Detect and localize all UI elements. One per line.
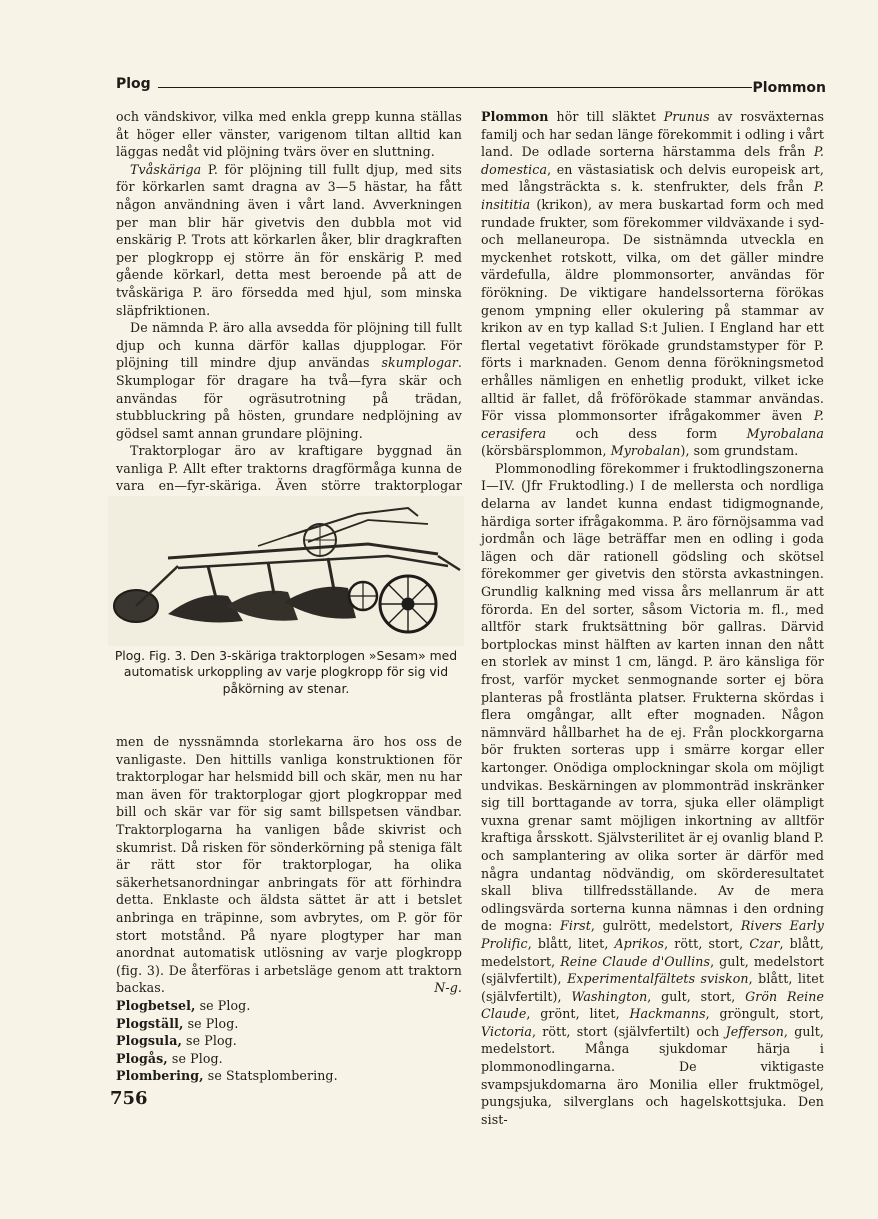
- paragraph: och vändskivor, vilka med enkla grepp kunna ställas åt höger eller vänster, varigenom tiltan alltid kan läggas nedåt vid plöjning tvärs över en sluttning.: [116, 109, 462, 160]
- entry-term: Plommon: [481, 109, 549, 124]
- cross-reference: Plogställ, se Plog.: [116, 1015, 239, 1031]
- running-head-right: Plommon: [752, 80, 826, 96]
- paragraph: men de nyssnämnda storlekarna äro hos oss de vanligaste. Den hittills vanliga konstruktionen för traktorplogar har helsmidd bill och skär, men nu har man även för traktorplogar gjort plogkroppar med bill och skär var för sig samt billspetsen vändbar. Traktorplogarna ha vanligen både skivrist och skumrist. Då risken för sönderkörning på steniga fält är rätt stor för traktorplogar, ha olika säkerhetsanordningar anbringats för att förhindra detta. Enklaste och äldsta sättet är att i betslet anbringa en träpinne, som avbrytes, om P. gör för stort motstånd. På nyare plogtyper har man anordnat automatisk utlösning av varje plogkropp (fig. 3). De återföras i arbetsläge genom att traktorn backas. N-g.: [116, 734, 462, 996]
- paragraph: Plommon hör till släktet Prunus av rosväxternas familj och har sedan länge förekommit i odling i vårt land. De odlade sorterna härstamma dels från P. domestica, en västasiatisk och delvis europeisk art, med långsträckta s. k. stenfrukter, dels från P. insititia (krikon), av mera buskartad form och med rundade frukter, som förekommer vildväxande i syd- och mellaneuropa. De sistnämnda utveckla en myckenhet rotskott, vilka, om det gäller mindre värdefulla, äldre plommonsorter, användas för förökning. De viktigare handelssorterna förökas genom ympning eller okulering på stammar av krikon av en typ kallad S:t Julien. I England har ett flertal vegetativt förökade grundstamstyper för P. förts i marknaden. Genom denna förökningsmetod erhålles nämligen en enhetlig produkt, vilket icke alltid är fallet, då fröförökade stammar användas. För vissa plommonsorter ifrågakommer även P. cerasifera och dess form Myrobalana (körsbärsplommon, Myrobalan), som grundstam.: [481, 109, 825, 459]
- cross-reference: Plogås, se Plog.: [116, 1050, 223, 1066]
- left-column-top: [116, 108, 462, 513]
- emphasis: skumplogar: [381, 355, 458, 371]
- header-rule: [158, 87, 752, 88]
- emphasis: Tvåskäriga: [130, 161, 202, 177]
- left-column-bottom: [116, 733, 462, 1085]
- paragraph: Plommonodling förekommer i fruktodlingszonerna I—IV. (Jfr Fruktodling.) I de mellersta och nordliga delarna av landet kunna endast tidigmognande, härdiga sorter ifrågakomma. P. äro förnöjsamma vad jordmån och läge beträffar men en odling i goda lägen och där rationell gödsling och skötsel förekommer ger givetvis den största avkastningen. Grundlig kalkning med vissa års mellanrum är att förorda. En del sorter, såsom Victoria m. fl., med alltför stark fruktsättning bör gallras. Därvid bortplockas minst hälften av karten innan den nått en storlek av minst 1 cm, längd. P. äro känsliga för frost, varför mycket senmognande sorter ej böra planteras på frostlänta platser. Frukterna skördas i flera omgångar, allt efter mognaden. Någon nämnvärd hållbarhet ha de ej. Från plockkorgarna bör frukten sorteras upp i smärre korgar eller kartonger. Onödiga omplockningar skola om möjligt undvikas. Beskärningen av plommonträd inskränker sig till borttagande av torra, sjuka eller olämpligt vuxna grenar samt möjligen inkortning av alltför kraftiga årsskott. Självsterilitet är ej ovanlig bland P. och samplantering av olika sorter är därför med några undantag nödvändig, om skörderesultatet skall bliva tillfredsställande. Av de mera odlingsvärda sorterna kunna nämnas i den ordning de mogna: First, gulrött, medelstort, Rivers Early Prolific, blått, litet, Aprikos, rött, stort, Czar, blått, medelstort, Reine Claude d'Oullins, gult, medelstort (självfertilt), Experimentalfältets sviskon, blått, litet (självfertilt), Washington, gult, stort, Grön Reine Claude, grönt, litet, Hackmanns, gröngult, stort, Victoria, rött, stort (självfertilt) och Jefferson, gult, medelstort. Många sjukdomar härja i plommonodlingarna. De viktigaste svampsjukdomarna äro Monilia eller fruktmögel, pungsjuka, silverglans och hagelskottsjuka. Den sist-: [481, 460, 825, 1127]
- paragraph: Traktorplogar äro av kraftigare byggnad än vanliga P. Allt efter traktorns dragförmåga kunna de vara en—fyr-skäriga. Även större traktorplogar: [116, 443, 462, 494]
- right-column: [481, 108, 824, 1128]
- cross-reference: Plogsula, se Plog.: [116, 1033, 237, 1049]
- plough-illustration: [108, 496, 464, 646]
- figure-caption: Plog. Fig. 3. Den 3-skäriga traktorplogen »Sesam» med automatisk urkoppling av varje plogkropp för sig vid påkörning av stenar.: [114, 648, 458, 696]
- author-signature: N-g.: [434, 980, 462, 996]
- page-number: 756: [110, 1088, 148, 1109]
- cross-reference: Plogbetsel, se Plog.: [116, 997, 251, 1013]
- paragraph: De nämnda P. äro alla avsedda för plöjning till fullt djup och kunna därför kallas djupplogar. För plöjning till mindre djup användas skumplogar. Skumplogar för dragare ha två—fyra skär och användas för ogräsutrotning på trädan, stubbluckring på hösten, grundare nedplöjning av gödsel samt annan grundare plöjning.: [116, 320, 462, 441]
- running-head-left: Plog: [116, 76, 151, 92]
- cross-reference: Plombering, se Statsplombering.: [116, 1068, 338, 1084]
- paragraph: Tvåskäriga P. för plöjning till fullt djup, med sits för körkarlen samt dragna av 3—5 hästar, ha fått någon användning även i vårt land. Avverkningen per man blir här givetvis den dubbla mot vid enskärig P. Trots att körkarlen åker, blir dragkraften per plogkropp ej större än för enskärig P. med gående körkarl, detta mest beroende på att de tvåskäriga P. äro försedda med hjul, som minska släpfriktionen.: [116, 161, 462, 318]
